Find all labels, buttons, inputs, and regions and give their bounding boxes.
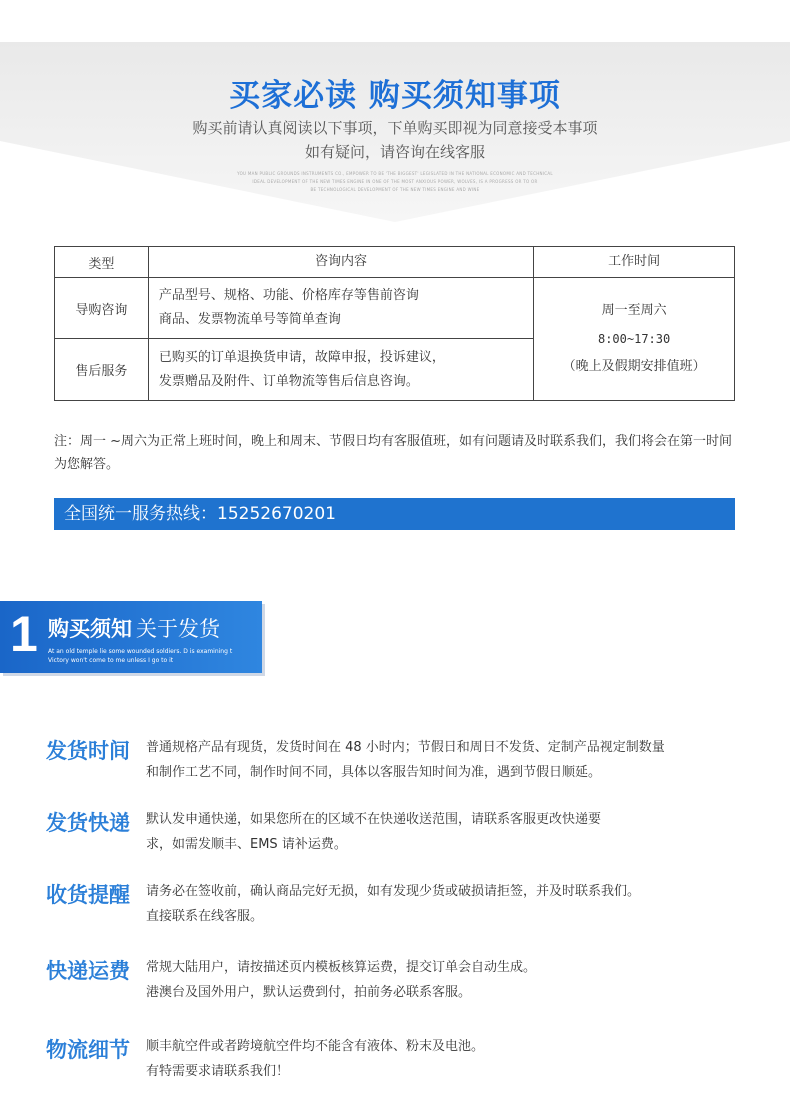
table-row [55, 278, 735, 339]
info-text [146, 807, 746, 857]
page-subtitle-line1: 购买前请认真阅读以下事项，下单购买即视为同意接受本事项 [192, 119, 598, 137]
info-line: 港澳台及国外用户，默认运费到付，拍前务必联系客服。 [146, 985, 472, 1000]
page-title: 买家必读 购买须知事项 [229, 78, 561, 114]
work-note: （晚上及假期安排值班） [562, 359, 706, 374]
section-number: 1 [10, 606, 38, 662]
info-text [146, 735, 746, 785]
info-text [146, 1034, 746, 1084]
row-content [148, 339, 533, 401]
content-line: 产品型号、规格、功能、价格库存等售前咨询 [158, 288, 419, 303]
info-label: 发货时间 [46, 739, 130, 763]
content-line: 已购买的订单退换货申请，故障申报，投诉建议， [158, 349, 445, 365]
info-line: 普通规格产品有现货，发货时间在 48 小时内；节假日和周日不发货、定制产品视定制数量 [146, 740, 665, 755]
info-line: 请务必在签收前，确认商品完好无损，如有发现少货或破损请拒签，并及时联系我们。 [146, 884, 641, 899]
fine-print-2: IDEAL DEVELOPMENT OF THE NEW TIMES ENGINE IN ONE OF THE MOST ANXIOUS POWER, WOLVES, IS A PROGRESS OR TO OR [252, 179, 538, 184]
service-note: 注：周一 ~周六为正常上班时间，晚上和周末、节假日均有客服值班，如有问题请及时联系我们，我们将会在第一时间为您解答。 [54, 434, 733, 472]
section-title [48, 613, 220, 643]
header-type: 类型 [55, 247, 149, 278]
service-table [54, 246, 735, 401]
table-header-row [55, 247, 735, 278]
hotline-bar: 全国统一服务热线：15252670201 [54, 498, 735, 530]
info-label: 快递运费 [46, 959, 130, 983]
info-label: 物流细节 [46, 1038, 130, 1062]
work-time-cell [534, 278, 735, 401]
info-line: 有特需要求请联系我们！ [146, 1064, 290, 1079]
info-line: 顺丰航空件或者跨境航空件均不能含有液体、粉末及电池。 [146, 1039, 485, 1054]
page-subtitle-line2: 如有疑问，请咨询在线客服 [304, 143, 485, 161]
fine-print-3: BE TECHNOLOGICAL DEVELOPMENT OF THE NEW TIMES ENGINE AND WINE [310, 187, 480, 192]
row-content [148, 278, 533, 339]
fine-print-1: YOU MAN PUBLIC GROUNDS INSTRUMENTS CO., EMPOWER TO BE 'THE BIGGEST' LEGISLATED IN THE NATIONAL ECONOMIC AND TECHNICAL [237, 171, 553, 176]
section-english-line2: Victory won't come to me unless I go to it [48, 657, 174, 664]
info-text [146, 879, 746, 929]
section-badge [0, 601, 262, 673]
section-title-bold: 购买须知 [48, 617, 132, 641]
header-content: 咨询内容 [148, 247, 533, 278]
work-hours: 8:00~17:30 [597, 332, 671, 346]
section-english-line1: At an old temple lie some wounded soldiers. D is examining t [48, 648, 233, 655]
info-line: 常规大陆用户，请按描述页内模板核算运费，提交订单会自动生成。 [146, 960, 537, 975]
section-title-light: 关于发货 [136, 617, 220, 641]
work-days: 周一至周六 [601, 303, 667, 318]
row-type: 导购咨询 [55, 278, 149, 339]
info-line: 求，如需发顺丰、EMS 请补运费。 [146, 837, 347, 852]
info-line: 默认发申通快递，如果您所在的区域不在快递收送范围，请联系客服更改快递要 [146, 812, 602, 827]
info-label: 收货提醒 [46, 883, 130, 907]
info-label: 发货快递 [46, 811, 130, 835]
info-text [146, 955, 746, 1005]
content-line: 商品、发票物流单号等简单查询 [158, 312, 341, 327]
header-time: 工作时间 [534, 247, 735, 278]
row-type: 售后服务 [55, 339, 149, 401]
info-line: 直接联系在线客服。 [146, 909, 264, 924]
content-line: 发票赠品及附件、订单物流等售后信息咨询。 [158, 373, 419, 389]
section-english [48, 647, 232, 665]
info-line: 和制作工艺不同，制作时间不同，具体以客服告知时间为准，遇到节假日顺延。 [146, 765, 602, 780]
